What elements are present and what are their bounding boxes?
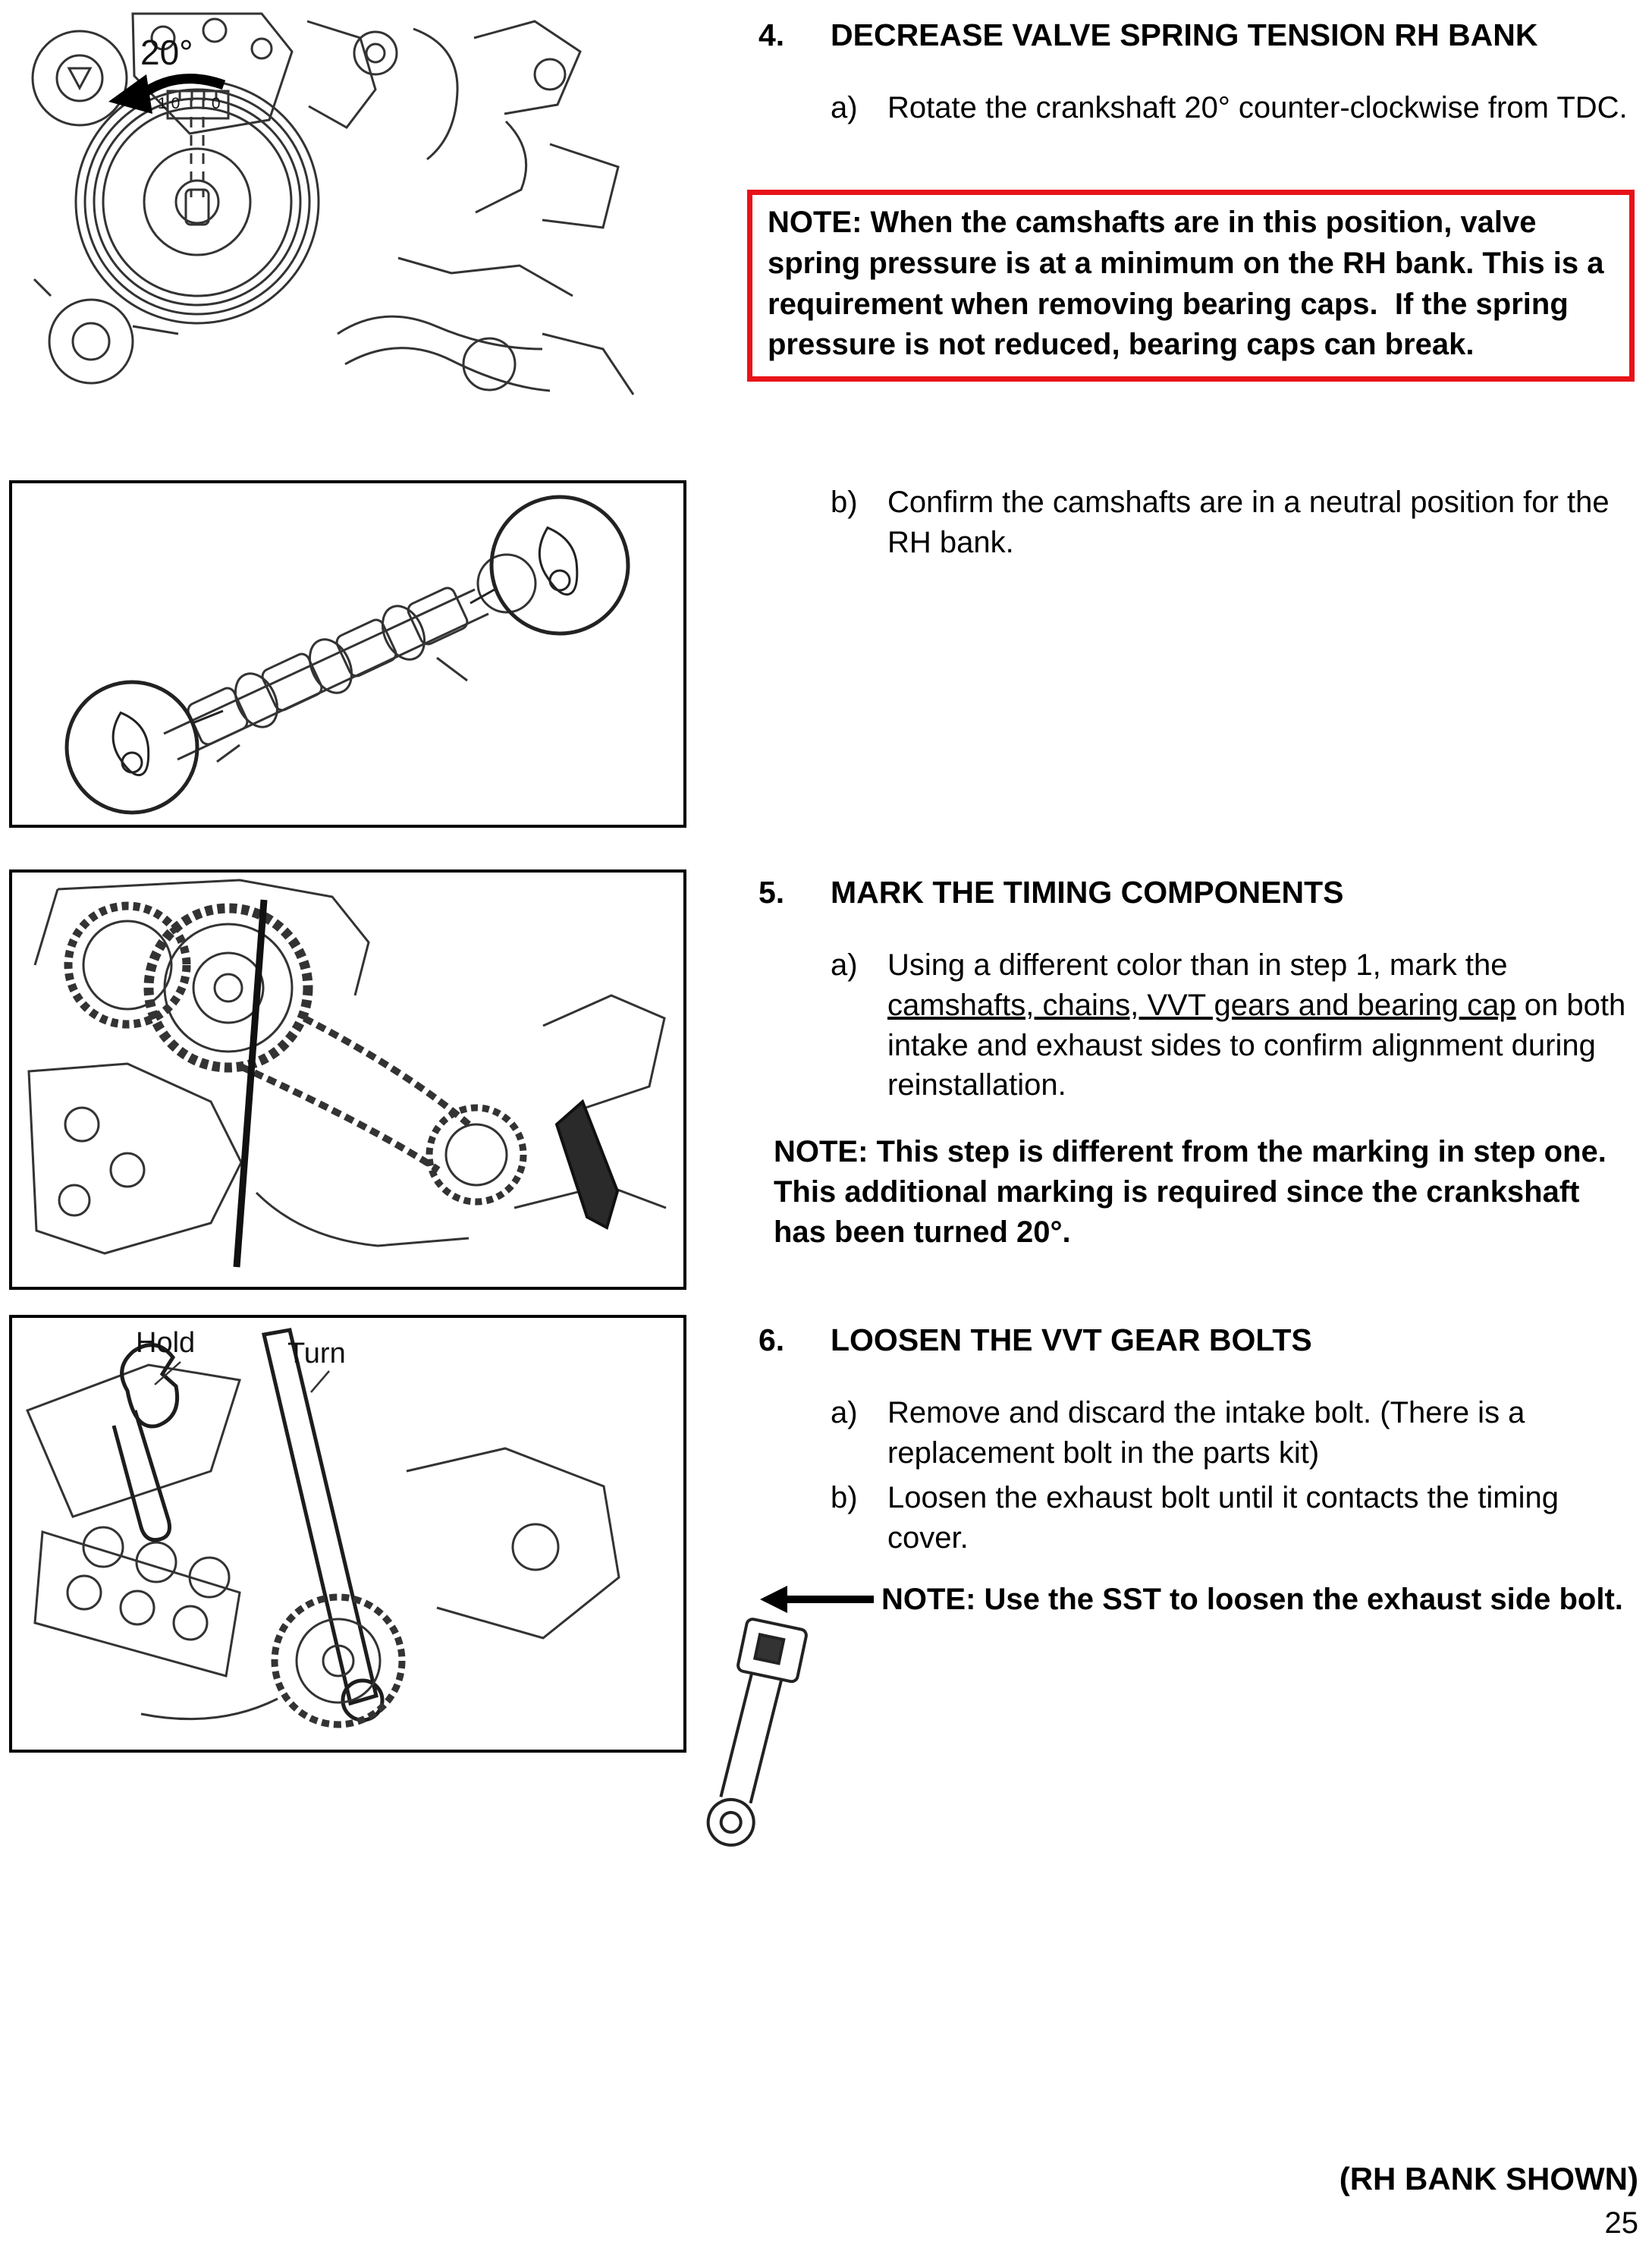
step4-warning-note: NOTE: When the camshafts are in this position, valve spring pressure is at a minimum on the RH bank. This is a requirement when removing bearing caps. If the spring pressure is not reduced, bearing caps can break. (747, 190, 1635, 382)
item-label: b) (831, 1481, 858, 1514)
rh-bank-shown-note: (RH BANK SHOWN) (1339, 2161, 1638, 2196)
step4-title: DECREASE VALVE SPRING TENSION RH BANK (831, 17, 1538, 52)
timing-scale-label: 10 0 (158, 95, 225, 112)
hold-label: Hold (136, 1327, 196, 1359)
step4-number: 4. (758, 17, 785, 52)
sst-pointer-arrow-icon (760, 1583, 874, 1616)
item-text: Rotate the crankshaft 20° counter-clockwise from TDC. (887, 91, 1628, 124)
step6-number: 6. (758, 1322, 785, 1357)
sst-tool-illustration (679, 1615, 831, 1865)
step6-title: LOOSEN THE VVT GEAR BOLTS (831, 1322, 1312, 1357)
item-label: a) (831, 1396, 858, 1429)
figure-timing-components-marking (9, 869, 686, 1290)
camshaft-illustration (12, 483, 683, 825)
step4-heading (758, 17, 1638, 54)
step4-item-b (831, 483, 1641, 563)
angle-20-label: 20° (140, 33, 193, 72)
engine-front-illustration (19, 6, 686, 446)
item-text: Confirm the camshafts are in a neutral position for the RH bank. (887, 486, 1610, 559)
step6-item-a (831, 1393, 1644, 1473)
wrench-illustration (12, 1318, 683, 1750)
step6-item-b (831, 1478, 1644, 1558)
step5-title: MARK THE TIMING COMPONENTS (831, 875, 1344, 910)
item-label: b) (831, 486, 858, 519)
step6-note: NOTE: Use the SST to loosen the exhaust side bolt. (881, 1583, 1623, 1616)
figure-camshaft-neutral-position (9, 480, 686, 828)
step6-heading (758, 1322, 1638, 1359)
turn-label: Turn (287, 1338, 346, 1369)
step5-number: 5. (758, 875, 785, 910)
step5-item-a (831, 945, 1641, 1105)
step5-heading (758, 874, 1638, 911)
figure-crankshaft-pulley (19, 6, 686, 446)
item-text: Loosen the exhaust bolt until it contacts the timing cover. (887, 1481, 1559, 1555)
step4-item-a (831, 88, 1638, 128)
item-text: Remove and discard the intake bolt. (There is a replacement bolt in the parts kit) (887, 1396, 1525, 1470)
item-text-post: on both intake and exhaust sides to confirm alignment during reinstallation. (887, 988, 1626, 1102)
item-label: a) (831, 948, 858, 982)
item-text-pre: Using a different color than in step 1, mark the (887, 948, 1508, 982)
timing-chain-illustration (12, 873, 683, 1287)
marker-pen-short (557, 1102, 617, 1228)
item-text (887, 945, 1641, 1105)
figure-vvt-gear-bolts (9, 1315, 686, 1753)
page-number: 25 (1604, 2206, 1638, 2240)
item-text-underlined: camshafts, chains, VVT gears and bearing cap (887, 988, 1516, 1022)
item-label: a) (831, 91, 858, 124)
step5-note: NOTE: This step is different from the marking in step one. This additional marking is required since the crankshaft has been turned 20°. (774, 1135, 1616, 1250)
callout-upper-lobe (470, 497, 628, 634)
